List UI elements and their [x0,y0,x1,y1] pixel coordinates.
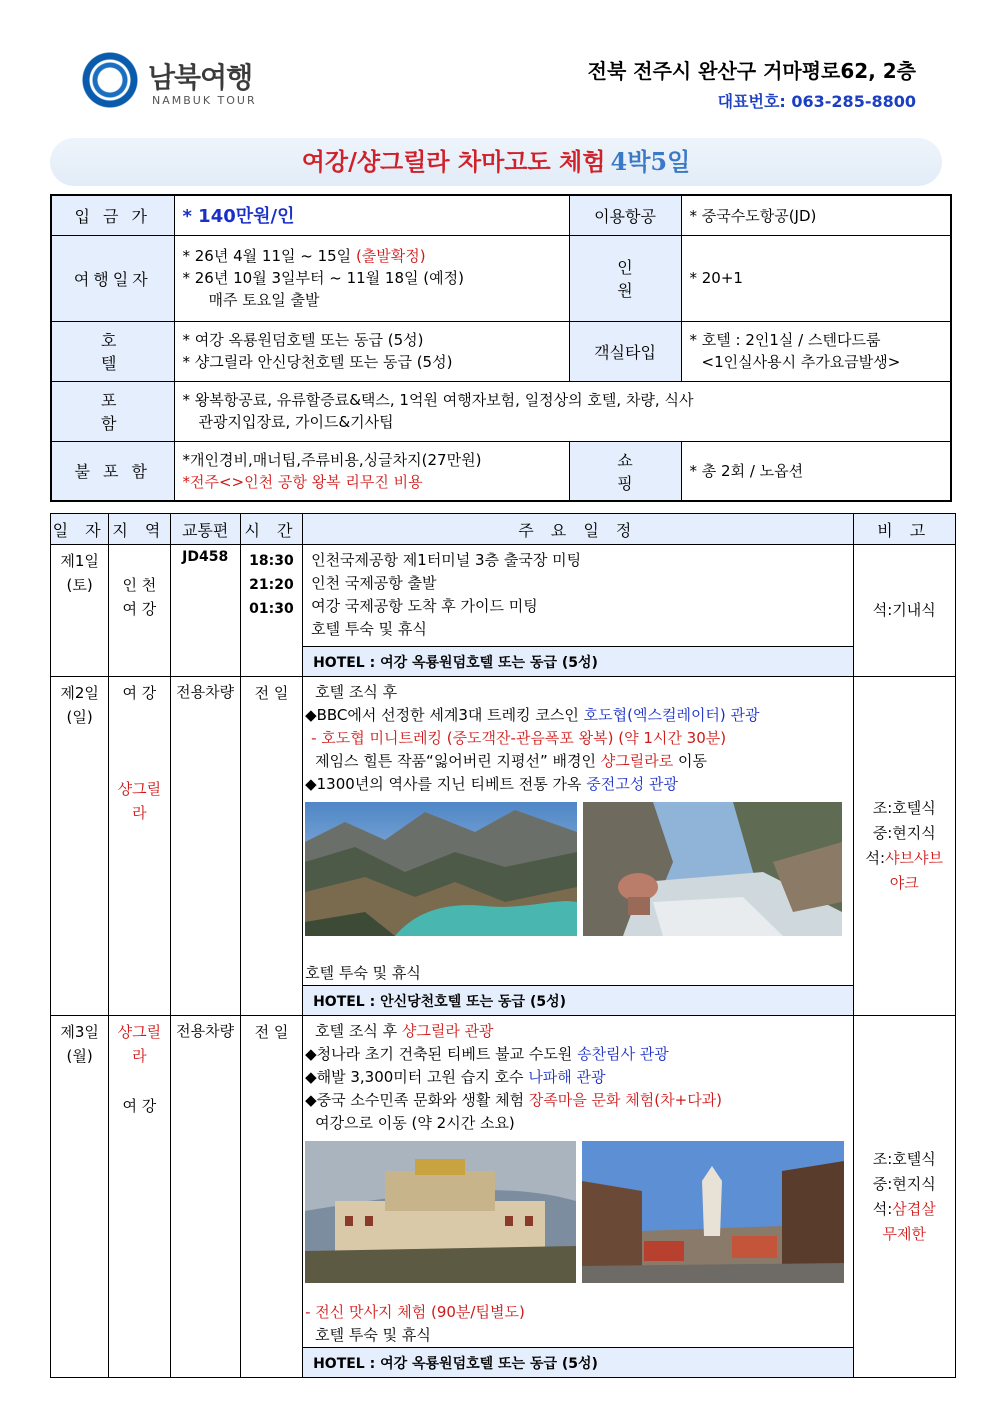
day2-line6: 호텔 투숙 및 휴식 [305,964,421,982]
tour-duration: 4박5일 [610,147,691,176]
excluded-line1: *개인경비,매너팁,주류비용,싱글차지(27만원) [182,450,482,469]
day3-region [109,1016,170,1378]
dates-label: 여행일자 [51,235,174,321]
day3-breakfast: 조:호텔식 [872,1149,936,1168]
itinerary-table [50,513,956,1378]
day3-cell [51,1016,109,1378]
header-region: 지 역 [109,514,170,545]
day3-schedule [303,1016,853,1348]
day2-region [109,677,170,1016]
room-type-value [681,321,951,381]
hotel-line2: * 샹그릴라 안신당천호텔 또는 동급 (5성) [182,353,453,371]
day1-cell [51,545,109,677]
day2-hutiaoxia: 호도협(엑스컬레이터) 관광 [583,706,760,724]
tour-info-table [50,194,952,502]
day3-line4: ◆중국 소수민족 문화와 생활 체험 [305,1091,529,1109]
day1-schedule [303,545,853,647]
company-phone: 대표번호: 063-285-8800 [717,92,916,111]
people-value: * 20+1 [681,235,951,321]
day2-line5: ◆1300년의 역사를 지닌 티베트 전통 가옥 [305,775,587,793]
logo-globe-icon [82,52,138,108]
room-line1: * 호텔 : 2인1실 / 스텐다드룸 [689,331,881,349]
day2-line4: 제임스 힐튼 작품“잃어버린 지평선” 배경인 [315,752,601,770]
header-schedule: 주 요 일 정 [303,514,853,545]
logo-name: 남북여행 [148,61,253,94]
day3-lunch: 중:현지식 [872,1174,936,1193]
day2-lunch: 중:현지식 [872,824,936,842]
day1-line3: 여강 국제공항 도착 후 가이드 미팅 [311,597,538,615]
day2-schedule [303,677,853,986]
price-label: 입 금 가 [51,195,174,235]
day2-label: 제2일 [60,684,99,702]
day1-transport: JD458 [170,545,240,677]
header-day: 일 자 [51,514,109,545]
day3-line5: 여강으로 이동 (약 2시간 소요) [315,1114,515,1132]
airline-label: 이용항공 [569,195,681,235]
header [0,0,992,130]
header-time: 시 간 [240,514,302,545]
day1-time3: 01:30 [249,601,294,617]
header-transport: 교통편 [170,514,240,545]
dates-value [174,235,569,321]
day1-times [240,545,302,677]
day1-note: 석:기내식 [853,545,956,677]
excluded-line2: *전주<>인천 공항 왕복 리무진 비용 [182,472,423,491]
hotel-line1: * 여강 옥룡원덤호텔 또는 동급 (5성) [182,331,424,349]
day1-time1: 18:30 [249,553,294,569]
day3-hotel: HOTEL : 여강 옥룡원덤호텔 또는 동급 (5성) [303,1348,853,1378]
included-line1: * 왕복항공료, 유류할증료&택스, 1억원 여행자보험, 일정상의 호텔, 차량, 식사 [182,391,694,409]
day1-hotel: HOTEL : 여강 옥룡원덤호텔 또는 동급 (5성) [303,647,853,677]
header-note: 비 고 [853,514,956,545]
day3-transport: 전용차량 [170,1016,240,1378]
day1-label: 제1일 [60,552,99,570]
price-value: * 140만원/인 [182,206,295,228]
hotel-value [174,321,569,381]
day3-dinner-label: 석: [872,1199,893,1218]
tiger-statue-photo [583,802,842,936]
day3-dinner: 삼겹살 [892,1199,936,1218]
day3-note [853,1016,956,1378]
company-logo [82,52,322,112]
day2-time: 전 일 [240,677,302,1016]
included-value [174,381,951,441]
day2-dukezong: 중전고성 관광 [586,775,678,793]
departure-confirmed: (출발확정) [355,247,426,265]
day2-hotel: HOTEL : 안신당천호텔 또는 동급 (5성) [303,986,853,1016]
tibetan-village-photo [582,1141,844,1283]
dates-line3: 매주 토요일 출발 [208,291,320,309]
day2-region2a: 샹그릴 [117,780,162,798]
day3-napahai: 나파해 관광 [528,1068,606,1086]
day2-dinner-label: 석: [865,849,886,867]
people-label: 인 원 [569,235,681,321]
day3-tibetan-village: 장족마을 문화 체험(차+다과) [528,1091,723,1109]
day2-line4-end: 이동 [673,752,707,770]
day2-cell [51,677,109,1016]
included-label: 포 함 [51,381,174,441]
shopping-label: 쇼 핑 [569,441,681,501]
day3-label: 제3일 [60,1023,99,1041]
company-address: 전북 전주시 완산구 거마평로62, 2층 [587,59,916,83]
hotel-label: 호 텔 [51,321,174,381]
day2-dinner: 샤브샤브 [885,849,943,867]
day3-region2: 여 강 [122,1097,157,1115]
day1-time2: 21:20 [249,577,294,593]
day2-region2b: 라 [132,804,147,822]
day1-region [109,545,170,677]
excluded-value [174,441,569,501]
day2-line2: ◆BBC에서 선정한 세계3대 트레킹 코스인 [305,706,584,724]
day3-shangrila-tour: 샹그릴라 관광 [401,1022,494,1040]
day2-line1: 호텔 조식 후 [315,683,398,701]
day1-line1: 인천국제공항 제1터미널 3층 출국장 미팅 [311,551,582,569]
day2-dow: (일) [66,708,93,726]
day2-transport: 전용차량 [170,677,240,1016]
day3-time: 전 일 [240,1016,302,1378]
day2-line3: - 호도협 미니트레킹 (중도객잔-관음폭포 왕복) (약 1시간 30분) [311,729,727,747]
day3-songzanlin: 송찬림사 관광 [577,1045,669,1063]
day3-dow: (월) [66,1047,93,1065]
day3-line1: 호텔 조식 후 [315,1022,402,1040]
shopping-value: * 총 2회 / 노옵션 [681,441,951,501]
page-title [50,138,942,186]
day3-line3: ◆해발 3,300미터 고원 습지 호수 [305,1068,529,1086]
tour-title: 여강/샹그릴라 차마고도 체험 [301,147,606,176]
day3-dinner2: 무제한 [882,1224,926,1243]
day2-note [853,677,956,1016]
excluded-label: 불 포 함 [51,441,174,501]
day3-line6: - 전신 맛사지 체험 (90분/팁별도) [305,1303,525,1321]
tiger-leaping-gorge-photo [305,802,577,936]
day1-line4: 호텔 투숙 및 휴식 [311,620,427,638]
room-type-label: 객실타입 [569,321,681,381]
day1-dow: (토) [66,576,93,594]
day2-shangrila: 샹그릴라로 [600,752,674,770]
dates-line1: * 26년 4월 11일 ~ 15일 [182,247,356,265]
day3-region1a: 샹그릴 [117,1023,162,1041]
day1-region2: 여 강 [122,600,157,618]
included-line2: 관광지입장료, 가이드&기사팁 [198,413,394,431]
logo-english: NAMBUK TOUR [152,94,257,107]
songzanlin-monastery-photo [305,1141,576,1283]
dates-line2: * 26년 10월 3일부터 ~ 11월 18일 (예정) [182,269,464,287]
day2-breakfast: 조:호텔식 [872,799,936,817]
airline-value: * 중국수도항공(JD) [681,195,951,235]
room-line2: <1인실사용시 추가요금발생> [701,353,901,371]
day3-region1b: 라 [132,1047,147,1065]
day3-line2: ◆청나라 초기 건축된 티베트 불교 수도원 [305,1045,578,1063]
day1-line2: 인천 국제공항 출발 [311,574,437,592]
day2-dinner2: 야크 [889,874,919,892]
day1-region1: 인 천 [122,576,157,594]
day3-line7: 호텔 투숙 및 휴식 [315,1326,431,1344]
day2-region1: 여 강 [122,684,157,702]
